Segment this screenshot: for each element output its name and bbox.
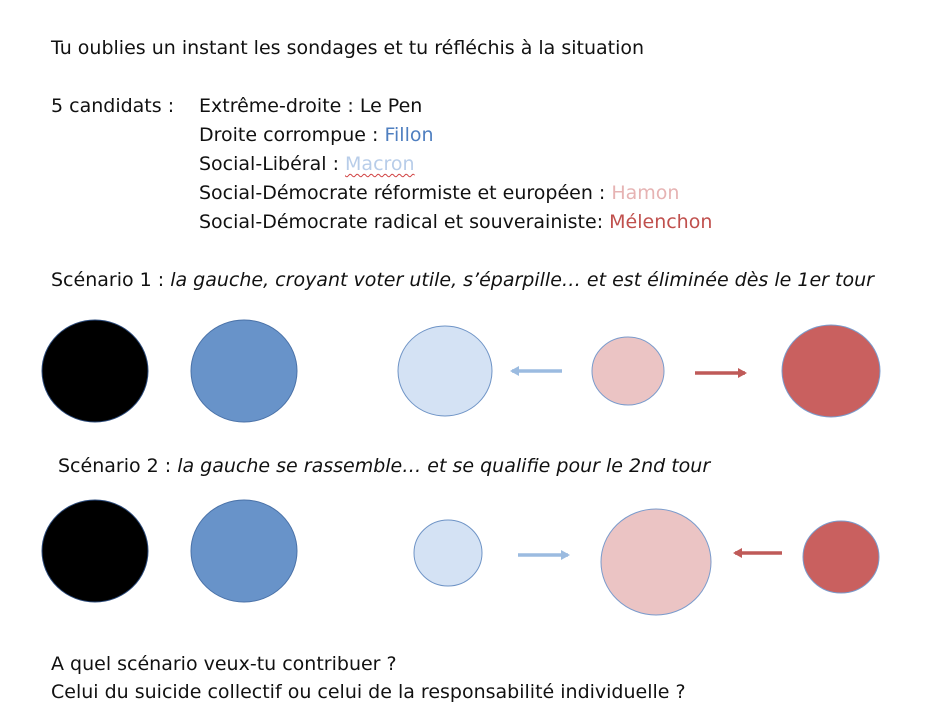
scenario1-diagram <box>42 320 880 422</box>
question-line2: Celui du suicide collectif ou celui de la responsabilité individuelle ? <box>51 681 686 703</box>
candidate-name-hamon: Hamon <box>611 182 680 204</box>
candidates-heading: 5 candidats : <box>51 95 175 117</box>
circle-fillon <box>191 500 297 602</box>
question-line1: A quel scénario veux-tu contribuer ? <box>51 653 397 675</box>
circle-macron <box>398 326 492 416</box>
intro-text: Tu oublies un instant les sondages et tu réfléchis à la situation <box>51 37 645 59</box>
candidate-label: Social-Démocrate radical et souverainiste: <box>199 211 610 233</box>
candidate-name-fillon: Fillon <box>384 124 434 146</box>
candidate-label: Droite corrompue : <box>199 124 385 146</box>
candidate-name-macron: Macron <box>345 153 415 175</box>
circle-lepen <box>42 320 148 422</box>
circle-lepen <box>42 500 148 602</box>
circle-macron <box>414 520 482 586</box>
candidate-name-melenchon: Mélenchon <box>609 211 713 233</box>
scenario2-diagram <box>42 500 879 615</box>
scenario2-text: la gauche se rassemble… et se qualifie pour le 2nd tour <box>177 455 711 477</box>
circle-fillon <box>191 320 297 422</box>
candidate-label: Extrême-droite : <box>199 95 360 117</box>
circle-melenchon <box>782 325 880 417</box>
candidate-label: Social-Démocrate réformiste et européen : <box>199 182 612 204</box>
candidate-label: Social-Libéral : <box>199 153 346 175</box>
candidate-name-lepen: Le Pen <box>359 95 423 117</box>
circle-hamon <box>601 509 711 615</box>
circle-melenchon <box>803 521 879 593</box>
scenario1-label: Scénario 1 : <box>51 269 171 291</box>
scenario1-text: la gauche, croyant voter utile, s’éparpille… et est éliminée dès le 1er tour <box>170 269 874 291</box>
circle-hamon <box>592 337 664 405</box>
scenario2-label: Scénario 2 : <box>58 455 178 477</box>
